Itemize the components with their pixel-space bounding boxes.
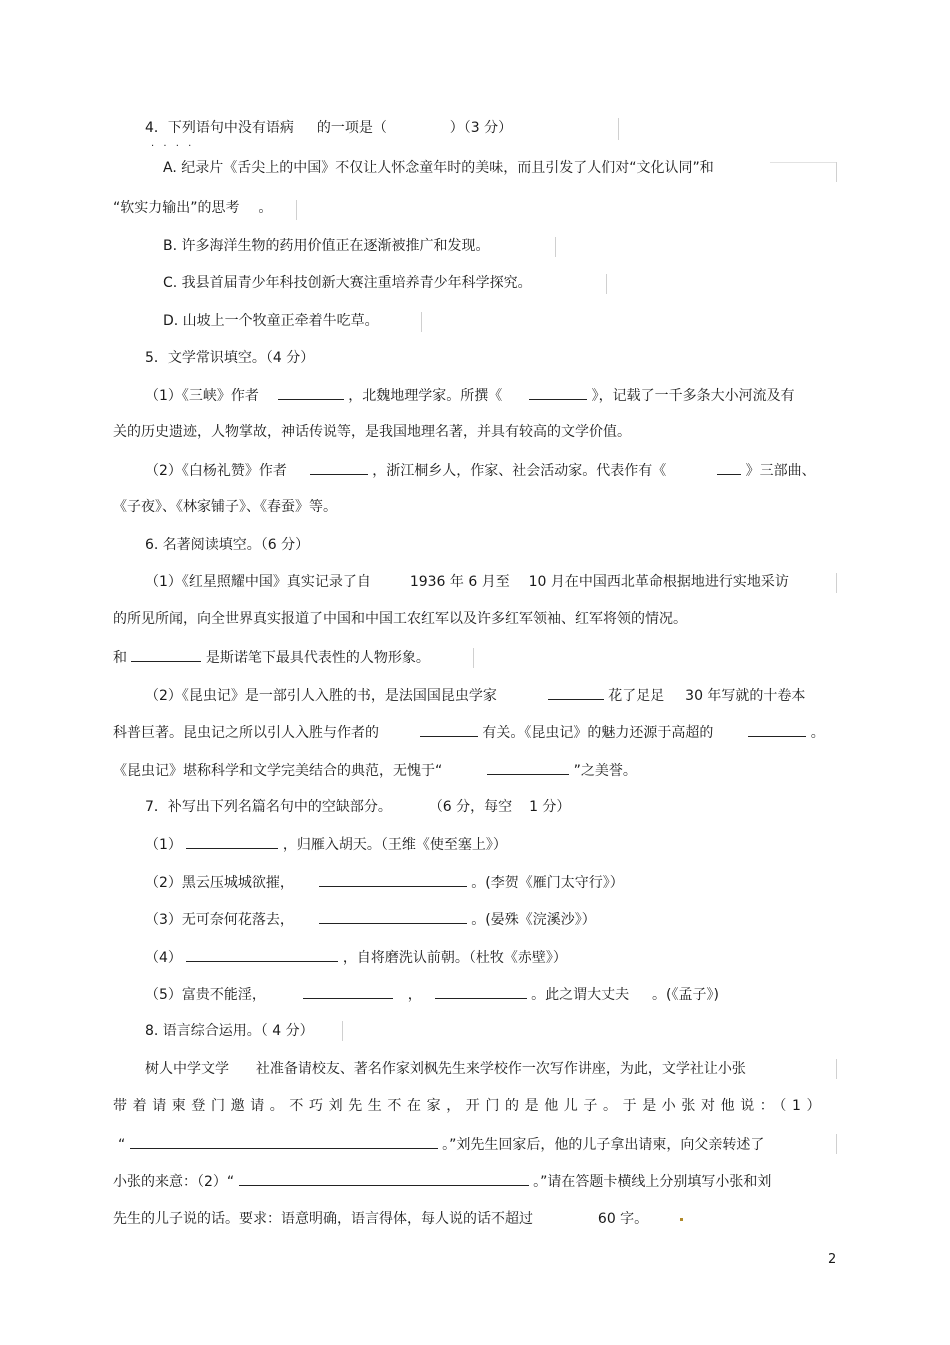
q6-line3-a: 和 [113, 650, 127, 666]
scan-artifact [421, 312, 422, 332]
q7-item2 [145, 872, 624, 893]
answer-blank[interactable] [278, 385, 344, 400]
scan-artifact [836, 162, 837, 182]
q8-line3-a: “ [118, 1137, 126, 1153]
q6-line5-a: 科普巨著。昆虫记之所以引人入胜与作者的 [113, 725, 379, 741]
q8-line3 [118, 1134, 764, 1155]
q7-stem-b: （6 分，每空 [428, 799, 513, 815]
q7-item5-b: ， [407, 987, 422, 1003]
q7-item4-b: ，自将磨洗认前朝。（杜牧《赤壁》） [342, 950, 567, 966]
q7-item1 [145, 834, 507, 855]
q8-line1-a: 树人中学文学 [145, 1061, 229, 1077]
q7-item3 [145, 909, 596, 930]
q4-option-b: B. 许多海洋生物的药用价值正在逐渐被推广和发现。 [163, 238, 490, 254]
answer-blank[interactable] [529, 385, 587, 400]
q7-item5-d: 。(《孟子》) [652, 987, 719, 1003]
q7-item1-a: （1） [145, 837, 182, 853]
q6-line3-b: 是斯诺笔下最具代表性的人物形象。 [205, 650, 430, 666]
q8-line5-b: 60 字。 [597, 1211, 649, 1227]
q8-line2: 带着请柬登门邀请。不巧刘先生不在家，开门的是他儿子。于是小张对他说：（1） [113, 1098, 827, 1114]
q4-option-a-line2 [113, 198, 272, 218]
q6-line5-c: 。 [810, 725, 825, 741]
q7-stem-c: 1 分） [529, 799, 571, 815]
q5-line2: 关的历史遗迹，人物掌故，神话传说等，是我国地理名著，并具有较高的文学价值。 [113, 424, 631, 440]
scan-artifact [836, 573, 837, 593]
q6-line6 [113, 760, 637, 781]
q6-stem: 6. 名著阅读填空。（6 分） [145, 537, 310, 553]
scan-artifact [473, 648, 474, 668]
q7-item5 [145, 984, 719, 1005]
q4-option-a-line1: A. 纪录片《舌尖上的中国》不仅让人怀念童年时的美味，而且引发了人们对“文化认同”和 [163, 160, 714, 176]
q6-line3 [113, 647, 430, 668]
q7-item4 [145, 947, 567, 968]
q7-item3-a: （3）无可奈何花落去， [145, 912, 294, 928]
scan-artifact [836, 1134, 837, 1154]
scan-artifact [836, 1059, 837, 1079]
q7-stem-a: 7．补写出下列名篇名句中的空缺部分。 [145, 799, 392, 815]
q6-line6-b: ”之美誉。 [573, 763, 637, 779]
q7-item3-b: 。(晏殊《浣溪沙》） [471, 912, 596, 928]
answer-blank[interactable] [319, 909, 467, 924]
q5-line3-c: 》三部曲、 [745, 463, 816, 479]
q6-line1-b: 1936 年 6 月至 [409, 574, 510, 590]
q4-stem-a: 4．下列语句中没有语病 . . . . [145, 120, 294, 136]
q5-stem: 5．文学常识填空。（4 分） [145, 350, 315, 366]
q5-line1-c: 》，记载了一千多条大小河流及有 [591, 388, 795, 404]
q7-item2-b: 。(李贺《雁门太守行》） [471, 875, 624, 891]
q5-line1 [145, 385, 795, 406]
q6-line6-a: 《昆虫记》堪称科学和文学完美结合的典范，无愧于“ [113, 763, 443, 779]
q4-option-d: D. 山坡上一个牧童正牵着牛吃草。 [163, 313, 379, 329]
q6-line5-b: 有关。《昆虫记》的魅力还源于高超的 [482, 725, 714, 741]
q8-line4-b: 。”请在答题卡横线上分别填写小张和刘 [533, 1174, 772, 1190]
answer-blank[interactable] [319, 872, 467, 887]
answer-blank[interactable] [435, 984, 527, 999]
scan-artifact [618, 118, 619, 140]
answer-blank[interactable] [239, 1171, 529, 1186]
q7-item2-a: （2）黑云压城城欲摧， [145, 875, 294, 891]
scan-artifact [555, 237, 556, 257]
q6-line4-a: （2）《昆虫记》是一部引人入胜的书，是法国国昆虫学家 [145, 688, 497, 704]
q5-line3 [145, 460, 816, 481]
q8-line4-a: 小张的来意：（2）“ [113, 1174, 235, 1190]
scan-dot [680, 1218, 683, 1221]
answer-blank[interactable] [487, 760, 569, 775]
answer-blank[interactable] [130, 1134, 438, 1149]
answer-blank[interactable] [748, 722, 806, 737]
q8-line1 [145, 1059, 746, 1079]
scan-artifact [770, 162, 836, 163]
q6-line1-c: 10 月在中国西北革命根据地进行实地采访 [528, 574, 789, 590]
q7-stem [145, 797, 570, 817]
q6-line4-b: 花了足足 [608, 688, 665, 704]
answer-blank[interactable] [131, 647, 201, 662]
q8-line5 [113, 1209, 648, 1229]
q8-line3-b: 。”刘先生回家后，他的儿子拿出请柬，向父亲转述了 [442, 1137, 765, 1153]
q4-option-c: C. 我县首届青少年科技创新大赛注重培养青少年科学探究。 [163, 275, 532, 291]
q8-stem: 8. 语言综合运用。（ 4 分） [145, 1023, 314, 1039]
q8-line4 [113, 1171, 771, 1192]
answer-blank[interactable] [548, 685, 604, 700]
q5-line1-a: （1）《三峡》作者 [145, 388, 259, 404]
q7-item4-a: （4） [145, 950, 182, 966]
q6-line1-a: （1）《红星照耀中国》真实记录了自 [145, 574, 371, 590]
q6-line1 [145, 572, 789, 592]
q4-option-a-line2-end: 。 [258, 200, 273, 216]
q5-line3-a: （2）《白杨礼赞》作者 [145, 463, 287, 479]
scan-artifact [342, 1021, 343, 1041]
scan-artifact [606, 274, 607, 294]
q6-line4-c: 30 年写就的十卷本 [685, 688, 806, 704]
page-number: 2 [828, 1252, 837, 1267]
q7-item5-a: （5）富贵不能淫， [145, 987, 266, 1003]
answer-blank[interactable] [303, 984, 393, 999]
q4-stem-c: ）（3 分） [449, 120, 513, 136]
q7-item1-b: ，归雁入胡天。（王维《使至塞上》） [282, 837, 507, 853]
q4-stem-b: 的一项是（ [316, 120, 387, 136]
q5-line1-b: ，北魏地理学家。所撰《 [348, 388, 503, 404]
q7-item5-c: 。此之谓大丈夫 [531, 987, 630, 1003]
q8-line5-a: 先生的儿子说的话。要求：语意明确，语言得体，每人说的话不超过 [113, 1211, 533, 1227]
answer-blank[interactable] [420, 722, 478, 737]
answer-blank[interactable] [186, 834, 278, 849]
q4-option-a-line2-text: “软实力输出”的思考 [113, 200, 240, 216]
answer-blank[interactable] [186, 947, 338, 962]
q8-line1-b: 社准备请校友、著名作家刘枫先生来学校作一次写作讲座，为此，文学社让小张 [255, 1061, 746, 1077]
q6-line2: 的所见所闻，向全世界真实报道了中国和中国工农红军以及许多红军领袖、红军将领的情况。 [113, 611, 687, 627]
scan-artifact [296, 200, 297, 220]
q6-line4 [145, 685, 805, 706]
answer-blank[interactable] [310, 460, 368, 475]
q4-stem [145, 118, 512, 138]
q5-line4: 《子夜》、《林家铺子》、《春蚕》等。 [113, 499, 337, 515]
answer-blank[interactable] [717, 460, 741, 475]
q6-line5 [113, 722, 825, 743]
q5-line3-b: ，浙江桐乡人，作家、社会活动家。代表作有《 [372, 463, 667, 479]
